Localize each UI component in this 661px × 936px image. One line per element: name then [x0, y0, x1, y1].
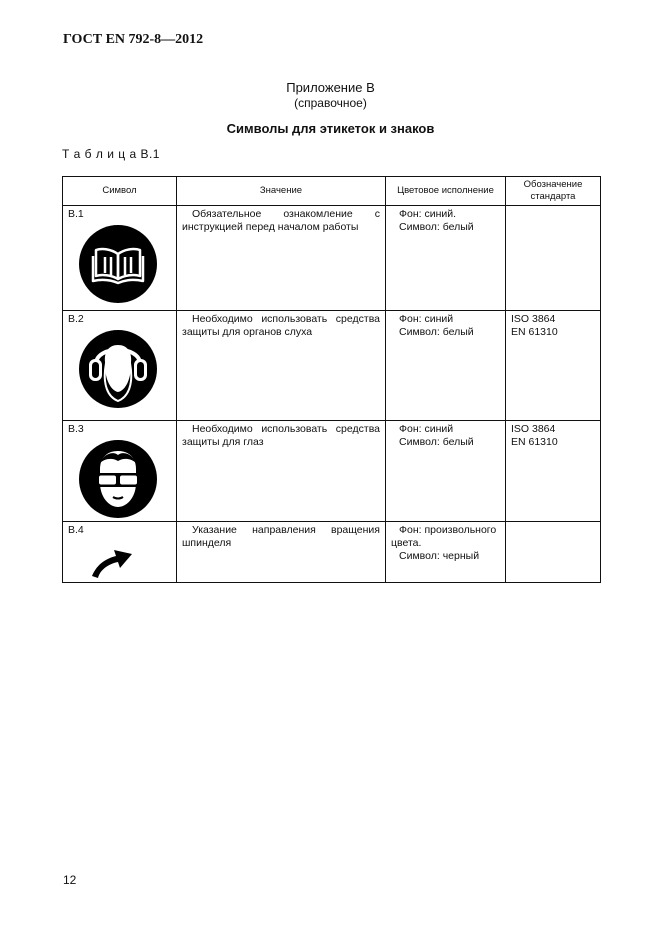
column-header-symbol: Символ — [63, 177, 177, 206]
standard-en: EN 61310 — [511, 436, 558, 448]
symbol-cell — [63, 421, 177, 522]
table-row — [63, 522, 601, 583]
meaning-cell: Необходимо использовать средства защиты для органов слуха — [177, 311, 386, 421]
background-color-text: Фон: синий — [399, 313, 454, 325]
background-color-text: Фон: синий. — [399, 208, 457, 220]
meaning-cell: Указание направления вращения шпинделя — [177, 522, 386, 583]
symbol-code: В.2 — [68, 313, 84, 325]
color-cell — [386, 206, 506, 311]
standard-cell — [506, 206, 601, 311]
standard-cell — [506, 522, 601, 583]
document-code: ГОСТ EN 792-8—2012 — [63, 32, 204, 47]
meaning-cell: Обязательное ознакомление с инструкцией перед началом работы — [177, 206, 386, 311]
appendix-subtitle: (справочное) — [294, 96, 367, 110]
meaning-cell: Необходимо использовать средства защиты для глаз — [177, 421, 386, 522]
table-row — [63, 311, 601, 421]
standard-cell — [506, 421, 601, 522]
symbol-code: В.1 — [68, 208, 84, 220]
symbol-code: В.4 — [68, 524, 84, 536]
color-cell — [386, 421, 506, 522]
color-cell — [386, 522, 506, 583]
appendix-title: Приложение В — [286, 80, 375, 95]
standard-en: EN 61310 — [511, 326, 558, 338]
hearing-protection-icon — [78, 329, 158, 409]
rotation-direction-arrow-icon — [90, 540, 140, 580]
column-header-color: Цветовое исполнение — [386, 177, 506, 206]
standard-cell — [506, 311, 601, 421]
symbol-color-text: Символ: белый — [399, 326, 474, 338]
eye-protection-icon — [78, 439, 158, 519]
symbol-cell — [63, 311, 177, 421]
table-row — [63, 421, 601, 522]
table-caption: Т а б л и ц а В.1 — [62, 147, 160, 161]
standard-iso: ISO 3864 — [511, 423, 556, 435]
table-header-row — [63, 177, 601, 206]
color-cell — [386, 311, 506, 421]
column-header-standard: Обозначение стандарта — [506, 177, 601, 206]
symbols-table — [62, 176, 601, 583]
symbol-code: В.3 — [68, 423, 84, 435]
mandatory-read-manual-icon — [78, 224, 158, 304]
table-row — [63, 206, 601, 311]
section-title: Символы для этикеток и знаков — [226, 121, 435, 136]
background-color-text: Фон: произвольного цвета. — [391, 524, 497, 549]
symbol-color-text: Символ: белый — [399, 221, 474, 233]
symbol-color-text: Символ: черный — [399, 550, 480, 562]
column-header-meaning: Значение — [177, 177, 386, 206]
symbol-cell — [63, 206, 177, 311]
standard-iso: ISO 3864 — [511, 313, 556, 325]
background-color-text: Фон: синий — [399, 423, 454, 435]
symbol-color-text: Символ: белый — [399, 436, 474, 448]
symbol-cell — [63, 522, 177, 583]
page-number: 12 — [63, 873, 77, 887]
